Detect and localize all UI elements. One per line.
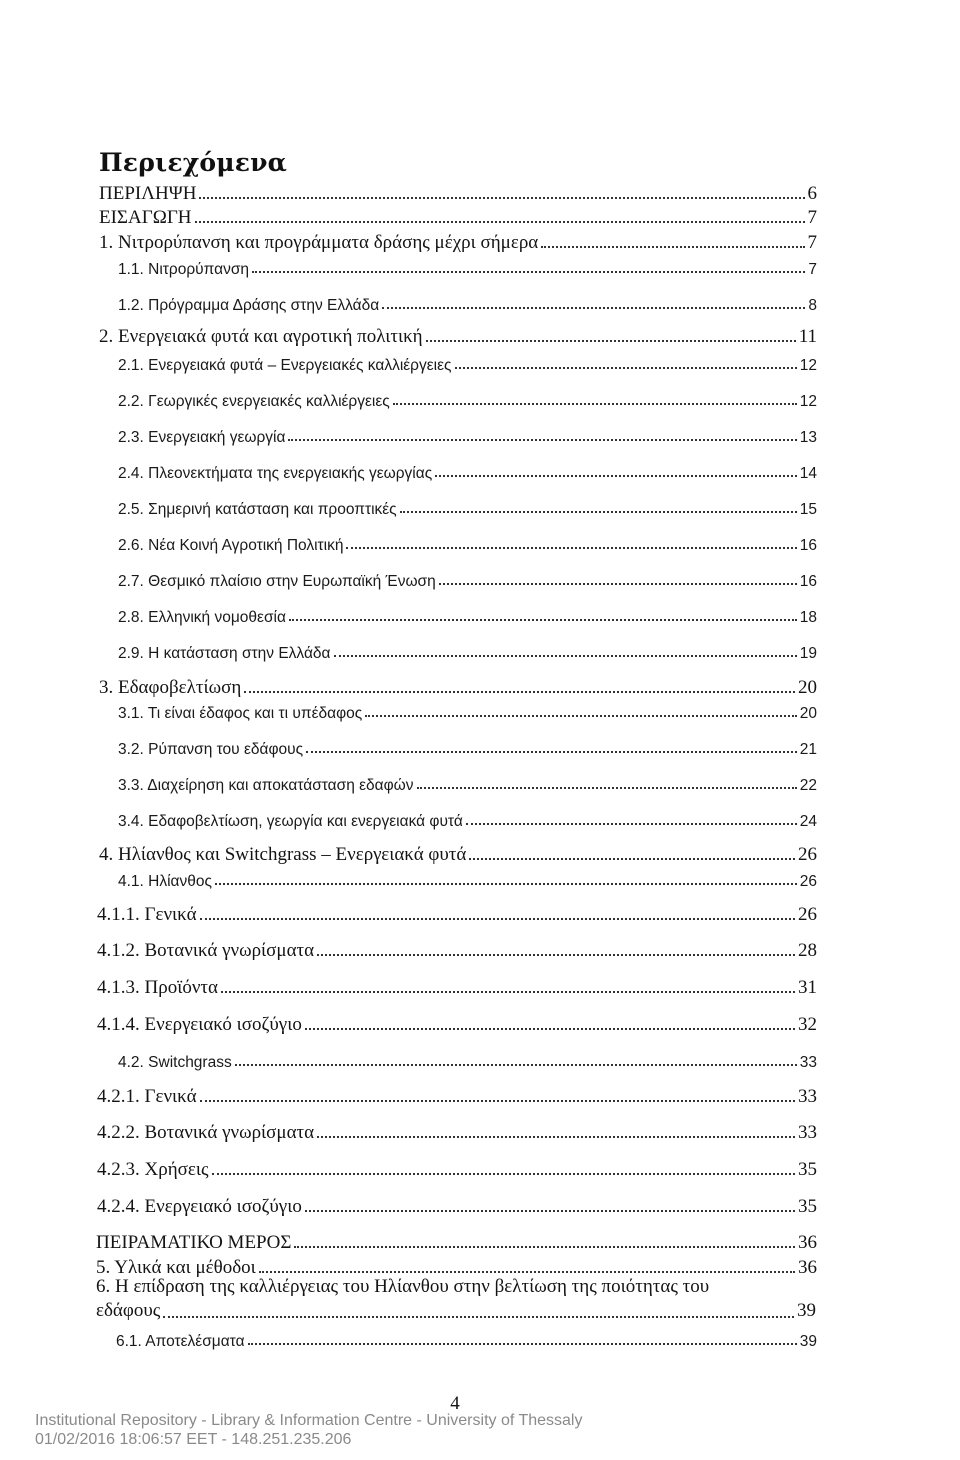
dot-leader — [305, 1028, 795, 1030]
toc-entry-page: 16 — [799, 536, 817, 554]
dot-leader — [200, 1100, 795, 1102]
toc-entry-label: 2.7. Θεσμικό πλαίσιο στην Ευρωπαϊκή Ένωση — [118, 572, 436, 590]
toc-entry[interactable] — [99, 201, 817, 227]
toc-entry[interactable] — [118, 767, 817, 793]
dot-leader — [365, 715, 797, 717]
toc-entry-page: 28 — [798, 940, 817, 961]
toc-entry[interactable] — [97, 1080, 817, 1106]
toc-entry-label: 4.2. Switchgrass — [118, 1053, 232, 1071]
toc-entry-label: 2.5. Σημερινή κατάσταση και προοπτικές — [118, 500, 397, 518]
dot-leader — [469, 858, 795, 860]
toc-entry-label: 4.1. Ηλίανθος — [118, 872, 212, 890]
toc-entry[interactable] — [96, 1251, 817, 1277]
dot-leader — [393, 403, 797, 405]
dot-leader — [200, 918, 795, 920]
toc-entry-page: 13 — [799, 428, 817, 446]
toc-entry-label: 2. Ενεργειακά φυτά και αγροτική πολιτική — [99, 326, 423, 347]
dot-leader — [306, 751, 797, 753]
toc-entry-page: 12 — [799, 356, 817, 374]
toc-entry[interactable] — [118, 563, 817, 589]
toc-entry-label: 4.1.1. Γενικά — [97, 904, 197, 925]
dot-leader — [221, 991, 795, 993]
toc-entry[interactable] — [97, 1116, 817, 1142]
toc-entry-multiline[interactable] — [96, 1276, 816, 1322]
toc-entry[interactable] — [116, 1323, 817, 1349]
dot-leader — [212, 1173, 796, 1175]
toc-entry-label: 4.2.4. Ενεργειακό ισοζύγιο — [97, 1196, 302, 1217]
toc-entry[interactable] — [97, 1153, 817, 1179]
toc-entry-label: 4.1.3. Προϊόντα — [97, 977, 218, 998]
toc-entry[interactable] — [99, 226, 817, 252]
toc-entry[interactable] — [118, 863, 817, 889]
toc-entry[interactable] — [97, 934, 817, 960]
toc-entry-label: ΕΙΣΑΓΩΓΗ — [99, 207, 192, 228]
toc-entry-page: 22 — [799, 776, 817, 794]
toc-entry-page: 15 — [799, 500, 817, 518]
toc-entry[interactable] — [118, 803, 817, 829]
toc-entry-page: 12 — [799, 392, 817, 410]
toc-entry-page: 7 — [808, 260, 817, 278]
toc-entry-label: 1.1. Νιτρορύπανση — [118, 260, 250, 278]
toc-entry-page: 36 — [798, 1232, 817, 1253]
toc-entry-label: 2.9. Η κατάσταση στην Ελλάδα — [118, 644, 331, 662]
toc-entry-label: 3.1. Τι είναι έδαφος και τι υπέδαφος — [118, 704, 363, 722]
toc-entry-page: 18 — [799, 608, 817, 626]
toc-entry-page: 39 — [799, 1332, 817, 1350]
toc-entry-label: 4.2.1. Γενικά — [97, 1086, 197, 1107]
dot-leader — [317, 1136, 795, 1138]
toc-entry[interactable] — [97, 898, 817, 924]
toc-entry[interactable] — [118, 731, 817, 757]
dot-leader — [426, 340, 796, 342]
toc-entry[interactable] — [96, 1226, 817, 1252]
toc-entry-page: 24 — [799, 812, 817, 830]
dot-leader — [259, 1271, 795, 1273]
footer-timestamp: 01/02/2016 18:06:57 EET - 148.251.235.206 — [35, 1431, 352, 1448]
toc-entry[interactable] — [99, 671, 817, 697]
toc-entry[interactable] — [97, 971, 817, 997]
dot-leader — [439, 583, 797, 585]
toc-entry-page: 33 — [798, 1122, 817, 1143]
dot-leader — [215, 883, 797, 885]
toc-entry-label: 3.4. Εδαφοβελτίωση, γεωργία και ενεργειακά φυτά — [118, 812, 463, 830]
dot-leader — [294, 1246, 795, 1248]
toc-entry-page: 20 — [798, 677, 817, 698]
toc-entry-page: 6 — [807, 183, 817, 204]
toc-entry[interactable] — [118, 419, 817, 445]
footer-repository: Institutional Repository - Library & Information Centre - University of Thessaly — [35, 1412, 583, 1429]
toc-entry-label: 2.2. Γεωργικές ενεργειακές καλλιέργειες — [118, 392, 390, 410]
toc-entry-label: ΠΕΙΡΑΜΑΤΙΚΟ ΜΕΡΟΣ — [96, 1232, 292, 1253]
toc-entry[interactable] — [118, 287, 817, 313]
toc-entry-label: 4.2.3. Χρήσεις — [97, 1159, 209, 1180]
toc-entry-page: 11 — [798, 326, 817, 347]
dot-leader — [248, 1343, 797, 1345]
toc-entry[interactable] — [118, 251, 817, 277]
toc-entry[interactable] — [97, 1190, 817, 1216]
toc-entry[interactable] — [99, 177, 817, 203]
toc-entry[interactable] — [118, 1044, 817, 1070]
toc-entry-page: 32 — [798, 1014, 817, 1035]
toc-entry-page: 33 — [799, 1053, 817, 1071]
toc-entry-label: 2.6. Νέα Κοινή Αγροτική Πολιτική — [118, 536, 344, 554]
dot-leader — [235, 1064, 797, 1066]
toc-entry-page: 35 — [798, 1159, 817, 1180]
toc-entry-label: 3.2. Ρύπανση του εδάφους — [118, 740, 304, 758]
page-number: 4 — [450, 1393, 460, 1414]
dot-leader — [541, 246, 804, 248]
toc-entry-page: 19 — [799, 644, 817, 662]
dot-leader — [417, 787, 797, 789]
dot-leader — [195, 221, 805, 223]
toc-entry[interactable] — [118, 527, 817, 553]
toc-entry-page: 26 — [798, 844, 817, 865]
toc-entry-label: 4.2.2. Βοτανικά γνωρίσματα — [97, 1122, 315, 1143]
toc-entry[interactable] — [97, 1008, 817, 1034]
toc-entry[interactable] — [118, 635, 817, 661]
toc-entry-page: 14 — [799, 464, 817, 482]
toc-entry-label: 2.3. Ενεργειακή γεωργία — [118, 428, 286, 446]
toc-entry-page: 8 — [808, 296, 817, 314]
dot-leader — [199, 197, 804, 199]
dot-leader — [305, 1210, 795, 1212]
toc-entry-page: 33 — [798, 1086, 817, 1107]
toc-entry-page: 26 — [799, 872, 817, 890]
dot-leader — [163, 1316, 794, 1318]
toc-entry-page: 16 — [799, 572, 817, 590]
dot-leader — [400, 511, 797, 513]
dot-leader — [317, 954, 795, 956]
toc-entry-label: 3.3. Διαχείρηση και αποκατάσταση εδαφών — [118, 776, 414, 794]
toc-entry[interactable] — [118, 455, 817, 481]
toc-entry-label-continued: εδάφους — [96, 1300, 161, 1321]
dot-leader — [466, 823, 797, 825]
toc-entry-page: 20 — [799, 704, 817, 722]
toc-entry-page: 36 — [798, 1257, 817, 1278]
toc-entry[interactable] — [118, 491, 817, 517]
toc-entry-label: 4.1.4. Ενεργειακό ισοζύγιο — [97, 1014, 302, 1035]
toc-entry-label: 6.1. Αποτελέσματα — [116, 1332, 245, 1350]
dot-leader — [455, 367, 797, 369]
toc-entry-label: 4. Ηλίανθος και Switchgrass – Ενεργειακά φυτά — [99, 844, 467, 865]
dot-leader — [334, 655, 797, 657]
toc-entry-label: 2.1. Ενεργειακά φυτά – Ενεργειακές καλλιέργειες — [118, 356, 452, 374]
toc-entry-label: 2.4. Πλεονεκτήματα της ενεργειακής γεωργίας — [118, 464, 433, 482]
toc-entry[interactable] — [99, 838, 817, 864]
dot-leader — [435, 475, 797, 477]
toc-entry-page: 31 — [798, 977, 817, 998]
dot-leader — [252, 271, 805, 273]
toc-entry-label: 2.8. Ελληνική νομοθεσία — [118, 608, 286, 626]
toc-entry-page: 21 — [799, 740, 817, 758]
toc-entry-label: 6. Η επίδραση της καλλιέργειας του Ηλίανθου στην βελτίωση της ποιότητας του — [96, 1276, 710, 1297]
toc-entry-label: 4.1.2. Βοτανικά γνωρίσματα — [97, 940, 315, 961]
toc-entry-label: 3. Εδαφοβελτίωση — [99, 677, 242, 698]
dot-leader — [244, 691, 795, 693]
toc-entry-label: 5. Υλικά και μέθοδοι — [96, 1257, 256, 1278]
toc-entry[interactable] — [99, 320, 817, 346]
toc-entry-page: 7 — [807, 232, 817, 253]
toc-entry[interactable] — [118, 383, 817, 409]
toc-entry[interactable] — [118, 347, 817, 373]
dot-leader — [288, 439, 796, 441]
dot-leader — [346, 547, 796, 549]
toc-entry-label: 1. Νιτρορύπανση και προγράμματα δράσης μέχρι σήμερα — [99, 232, 539, 253]
toc-entry[interactable] — [118, 599, 817, 625]
dot-leader — [382, 307, 805, 309]
toc-entry[interactable] — [118, 695, 817, 721]
toc-title: Περιεχόμενα — [99, 148, 288, 177]
toc-entry-page: 35 — [798, 1196, 817, 1217]
dot-leader — [289, 619, 797, 621]
toc-entry-label: 1.2. Πρόγραμμα Δράσης στην Ελλάδα — [118, 296, 380, 314]
toc-entry-page: 7 — [807, 207, 817, 228]
toc-entry-page: 39 — [797, 1300, 816, 1321]
toc-entry-label: ΠΕΡΙΛΗΨΗ — [99, 183, 197, 204]
toc-entry-page: 26 — [798, 904, 817, 925]
